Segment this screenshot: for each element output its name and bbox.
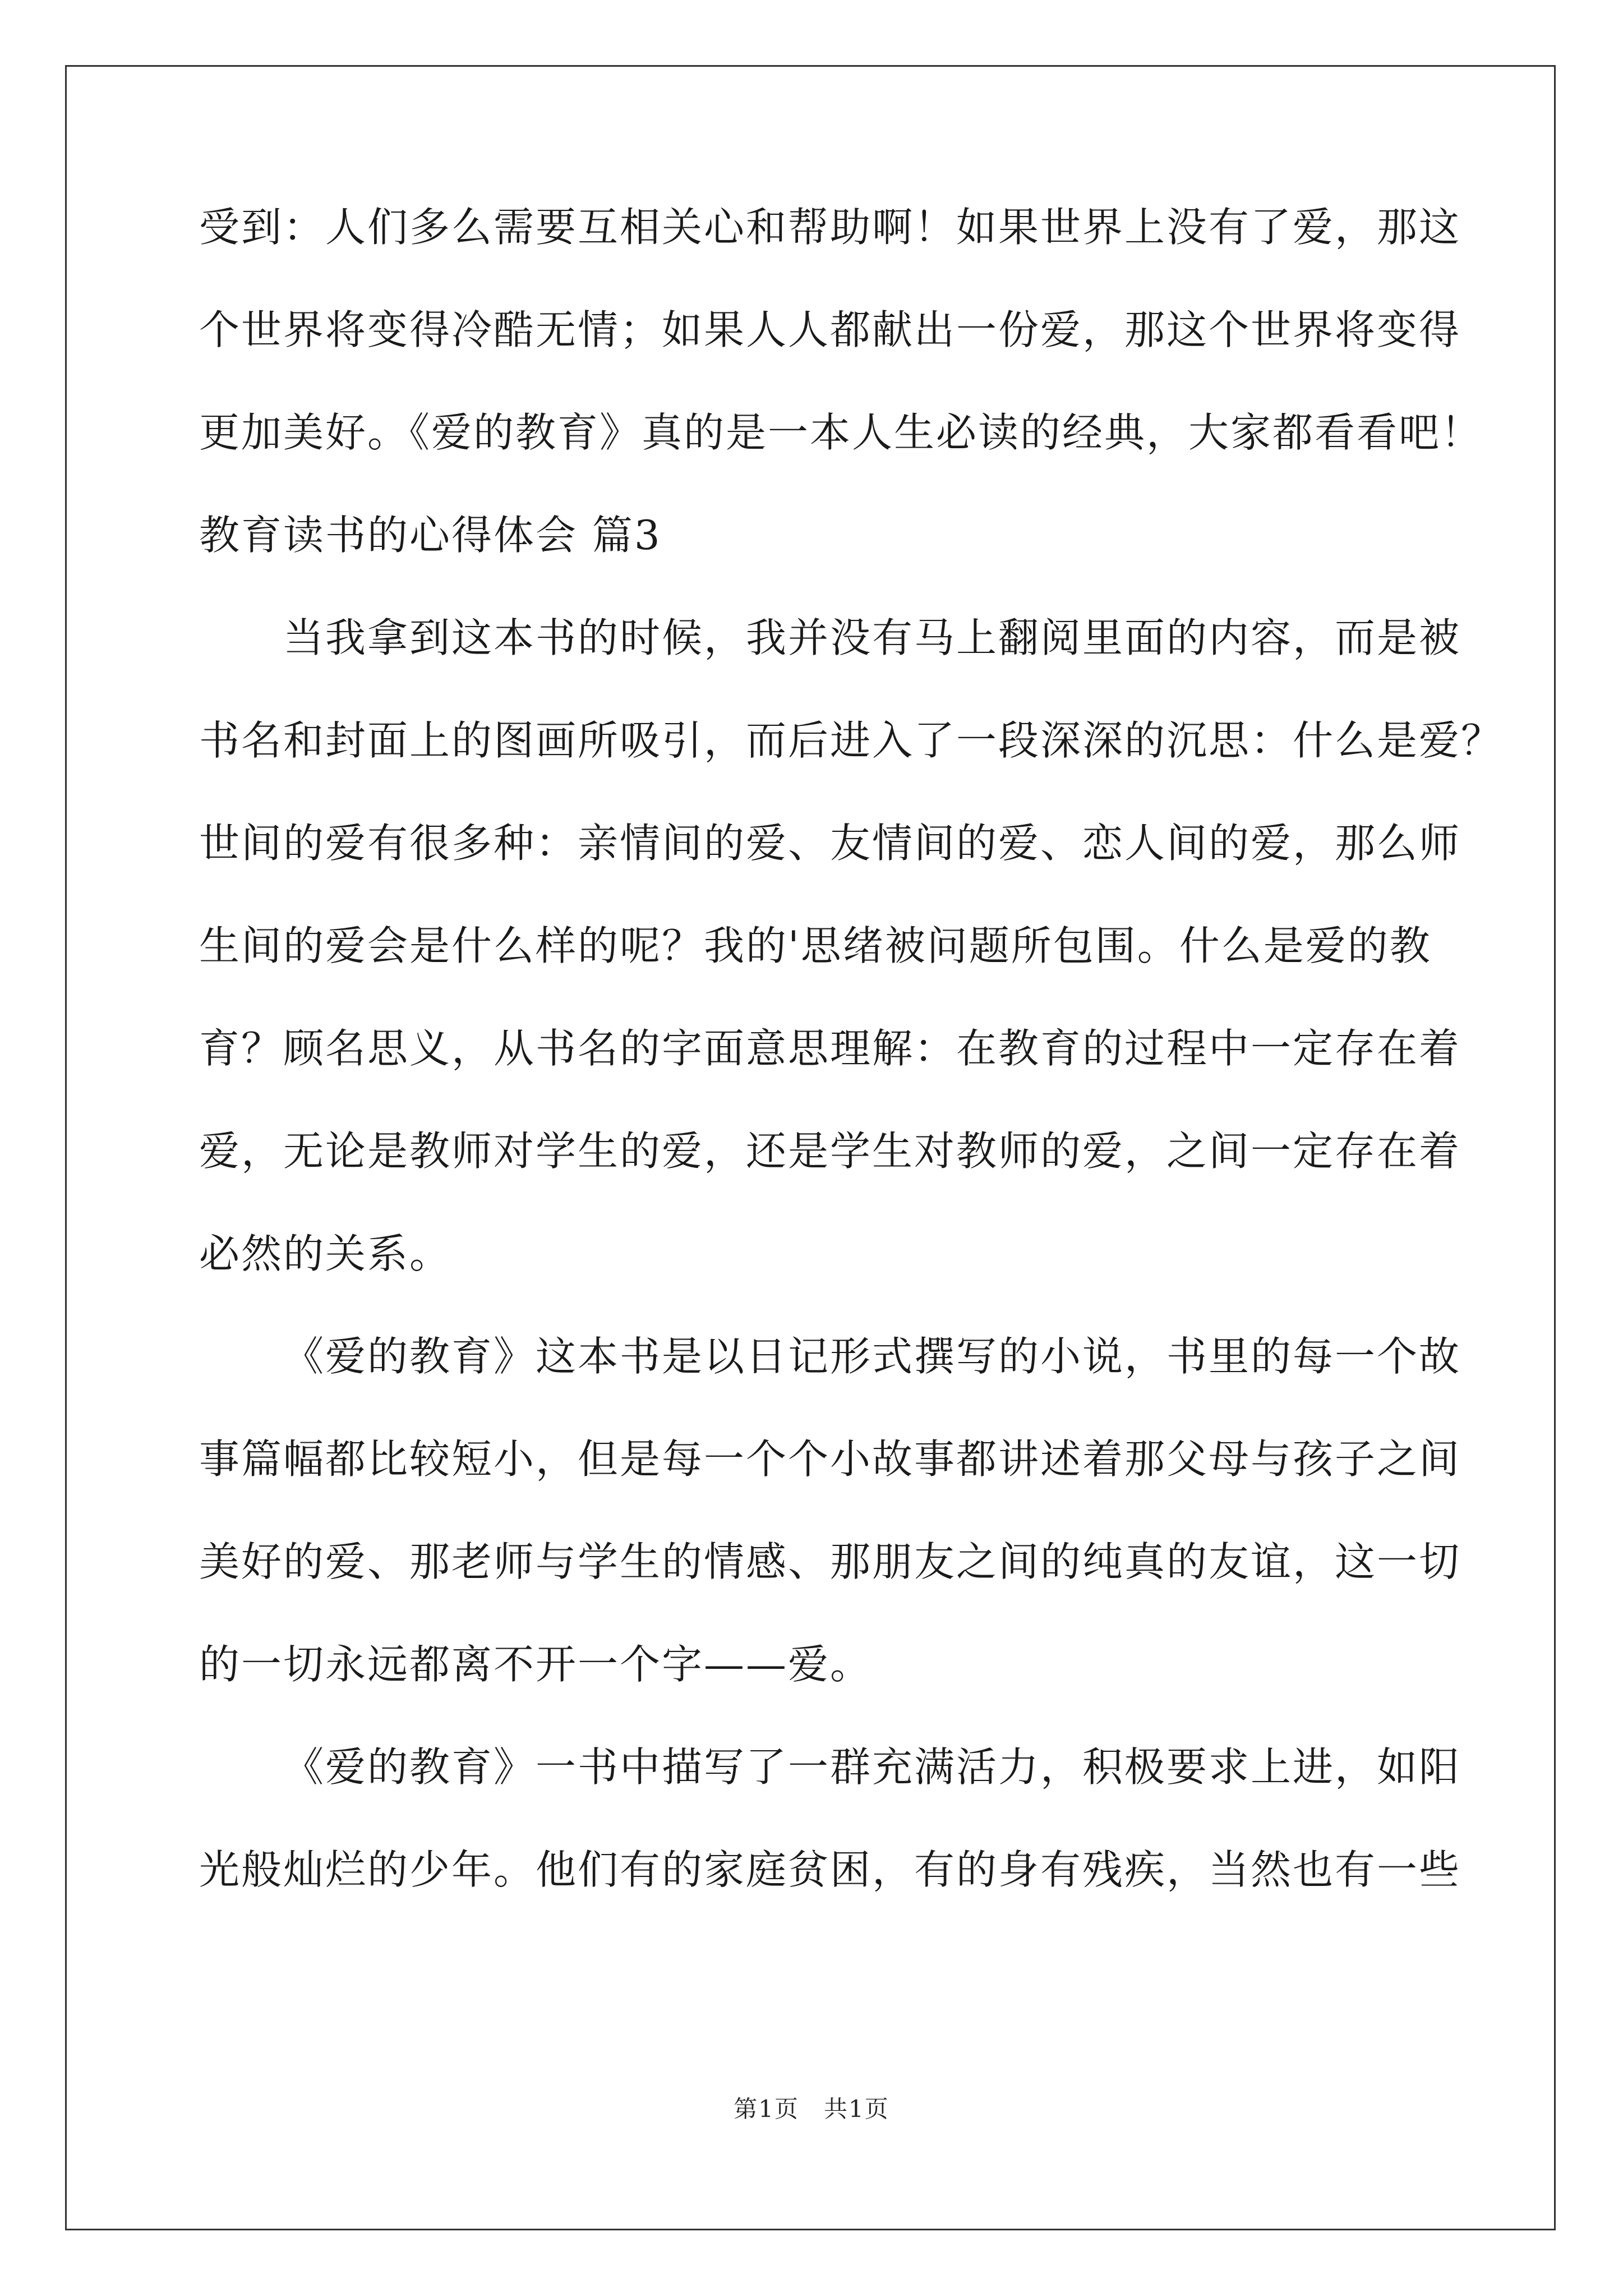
text-line: 更加美好。《爱的教育》真的是一本人生必读的经典，大家都看看吧！ [199,409,1483,456]
text-line: 《爱的教育》一书中描写了一群充满活力，积极要求上进，如阳 [283,1743,1461,1791]
text-line: 光般灿烂的少年。他们有的家庭贫困，有的身有残疾，当然也有一些 [199,1846,1461,1893]
text-line: 个世界将变得冷酷无情；如果人人都献出一份爱，那这个世界将变得 [199,306,1461,353]
text-line: 的一切永远都离不开一个字——爱。 [199,1641,873,1688]
text-line: 《爱的教育》这本书是以日记形式撰写的小说，书里的每一个故 [283,1333,1461,1380]
text-line: 必然的关系。 [199,1230,452,1277]
text-line: 育？顾名思义，从书名的字面意思理解：在教育的过程中一定存在着 [199,1025,1461,1072]
text-line: 受到：人们多么需要互相关心和帮助啊！如果世界上没有了爱，那这 [199,204,1461,251]
text-line: 美好的爱、那老师与学生的情感、那朋友之间的纯真的友谊，这一切 [199,1538,1461,1585]
text-line: 书名和封面上的图画所吸引，而后进入了一段深深的沉思：什么是爱？ [199,717,1504,764]
text-line: 当我拿到这本书的时候，我并没有马上翻阅里面的内容，而是被 [283,614,1461,661]
text-line: 事篇幅都比较短小，但是每一个个小故事都讲述着那父母与孩子之间 [199,1435,1461,1483]
document-body [199,202,1504,1947]
text-line: 生间的爱会是什么样的呢？我的'思绪被问题所包围。什么是爱的教 [199,922,1432,969]
text-line: 世间的爱有很多种：亲情间的爱、友情间的爱、恋人间的爱，那么师 [199,820,1461,867]
text-line: 爱，无论是教师对学生的爱，还是学生对教师的爱，之间一定存在着 [199,1128,1461,1175]
section-heading: 教育读书的心得体会 篇3 [199,512,662,559]
page-footer: 第1页 共1页 [734,2095,889,2123]
